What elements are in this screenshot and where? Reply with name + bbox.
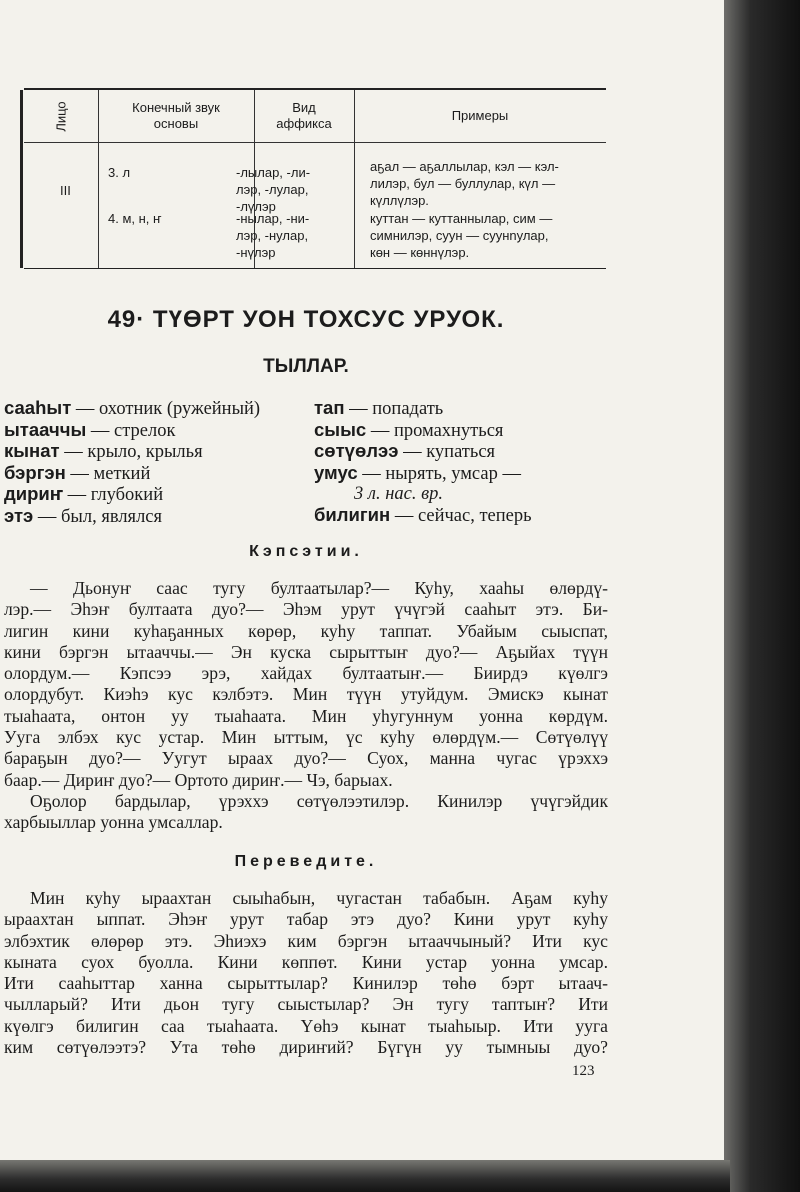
vocab-entry: сөтүөлээ — купаться — [314, 440, 496, 463]
text-line: баар.— Дириҥ дуо?— Ортото дириҥ.— Чэ, барыах. — [4, 769, 393, 790]
table-left-bar — [20, 90, 23, 268]
dialogue-heading: Кэпсэтии. — [249, 543, 363, 560]
text-line: кини бэргэн ытааччы.— Эн куска сырыттыҥ дуо?— Аҕыйах түүн — [4, 641, 608, 662]
header-lico: Лицо — [53, 100, 69, 132]
dialogue-paragraph — [4, 578, 608, 834]
text-line: олордум.— Кэпсээ эрэ, хайдах бултаатыҥ.— Биирдэ күөлгэ — [4, 663, 608, 684]
text-line: тыаһаата, онтон уу тыаһаата. Мин уһугуннум уонна көрдүм. — [4, 705, 608, 726]
text-line: чылларый? Ити дьон тугу сыыстылар? Эн тугу таптыҥ? Ити — [4, 994, 608, 1015]
text-line: харбыыллар уонна умсаллар. — [4, 812, 223, 833]
examples-cell: аҕал — аҕаллылар, кэл — кэл- лилэр, бул — буллулар, күл — күллүлэр. — [370, 159, 559, 208]
ending-cell: 3. л — [108, 165, 131, 180]
affix-cell: -нылар, -ни- лэр, -нулар, -нүлэр — [236, 211, 310, 260]
vocab-entry: сааһыт — охотник (ружейный) — [4, 397, 261, 419]
page-edge-shadow — [724, 0, 800, 1192]
text-line: — Дьонуҥ саас тугу бултаатылар?— Куһу, хааһы өлөрдү- — [30, 578, 608, 598]
vocab-entry: умус — нырять, умсар — — [314, 461, 521, 484]
text-line: ыраахтан ыппат. Эһэҥ урут табар этэ дуо? Кини урут куһу — [4, 909, 608, 930]
text-line: лигин кини куһаҕанных көрөр, куһу таппат. Убайым сыыспат, — [4, 620, 608, 641]
affix-table — [24, 88, 606, 269]
text-line: олордубут. Киэһэ кус кэлбэтэ. Мин түүн утуйдум. Эмискэ кынат — [4, 684, 608, 705]
vocab-entry: сыыс — промахнуться — [314, 418, 504, 441]
text-line: Ууга элбэх кус устар. Мин ыттым, үс куһу өлөрдүм.— Сөтүөлүү — [4, 727, 608, 748]
table-header-rule — [24, 142, 606, 143]
vocab-entry: билигин — сейчас, теперь — [314, 503, 532, 526]
vocab-entry: ытааччы — стрелок — [4, 418, 176, 441]
vocab-entry: дириҥ — глубокий — [4, 483, 164, 506]
vocab-left-column — [4, 398, 260, 528]
vocab-entry: тап — попадать — [314, 397, 444, 419]
vocab-grammar-note: 3 л. нас. вр. — [354, 484, 443, 505]
vocab-entry: кынат — крыло, крылья — [4, 440, 203, 463]
text-line: элбэхтик өлөрөр этэ. Эһиэхэ ким бэргэн ытааччыный? Ити кус — [4, 930, 608, 951]
text-line: күөлгэ билигин саа тыаһаата. Үөһэ кынат тыаһыыр. Ити ууга — [4, 1015, 608, 1036]
person-cell: III — [60, 183, 71, 198]
vocab-entry: бэргэн — меткий — [4, 461, 151, 484]
header-affix: Вид аффикса — [276, 100, 332, 131]
text-line: Оҕолор бардылар, үрэххэ сөтүөлээтилэр. Кинилэр үчүгэйдик — [30, 790, 608, 811]
text-line: лэр.— Эһэҥ бултаата дуо?— Эһэм урут үчүгэй сааһыт этэ. Би- — [4, 599, 608, 620]
vocab-right-column — [314, 398, 532, 527]
lesson-title: 49· ТҮӨРТ УОН ТОХСУС УРУОК. — [107, 306, 505, 333]
text-line: Ити сааһыттар ханна сырыттылар? Кинилэр төһө бэрт ытаач- — [4, 973, 608, 994]
examples-cell: куттан — куттаннылар, сим — симнилэр, суун — суунnулар, көн — көннүлэр. — [370, 211, 553, 260]
header-examples: Примеры — [451, 108, 509, 123]
vocab-entry: этэ — был, являлся — [4, 504, 163, 527]
vocab-heading: ТЫЛЛАР. — [263, 356, 349, 377]
text-line: Мин куһу ыраахтан сыыһабын, чугастан табабын. Аҕам куһу — [30, 888, 608, 908]
translate-paragraph — [4, 888, 608, 1058]
text-line: кыната суох буолла. Кини көппөт. Кини устар уонна умсар. — [4, 951, 608, 972]
translate-heading: Переведите. — [234, 853, 378, 870]
header-ending: Конечный звук основы — [132, 100, 220, 131]
text-line: бараҕын дуо?— Уугут ыраах дуо?— Суох, манна чугас үрэххэ — [4, 748, 608, 769]
page-number: 123 — [572, 1063, 595, 1079]
affix-cell: -лылар, -ли- лэр, -лулар, -лүлэр — [236, 165, 311, 214]
page-bottom-shadow — [0, 1160, 730, 1192]
text-line: ким сөтүөлээтэ? Ута төһө дириҥий? Бүгүн уу тымныы дуо? — [4, 1037, 608, 1058]
ending-cell: 4. м, н, ҥ — [108, 211, 162, 226]
